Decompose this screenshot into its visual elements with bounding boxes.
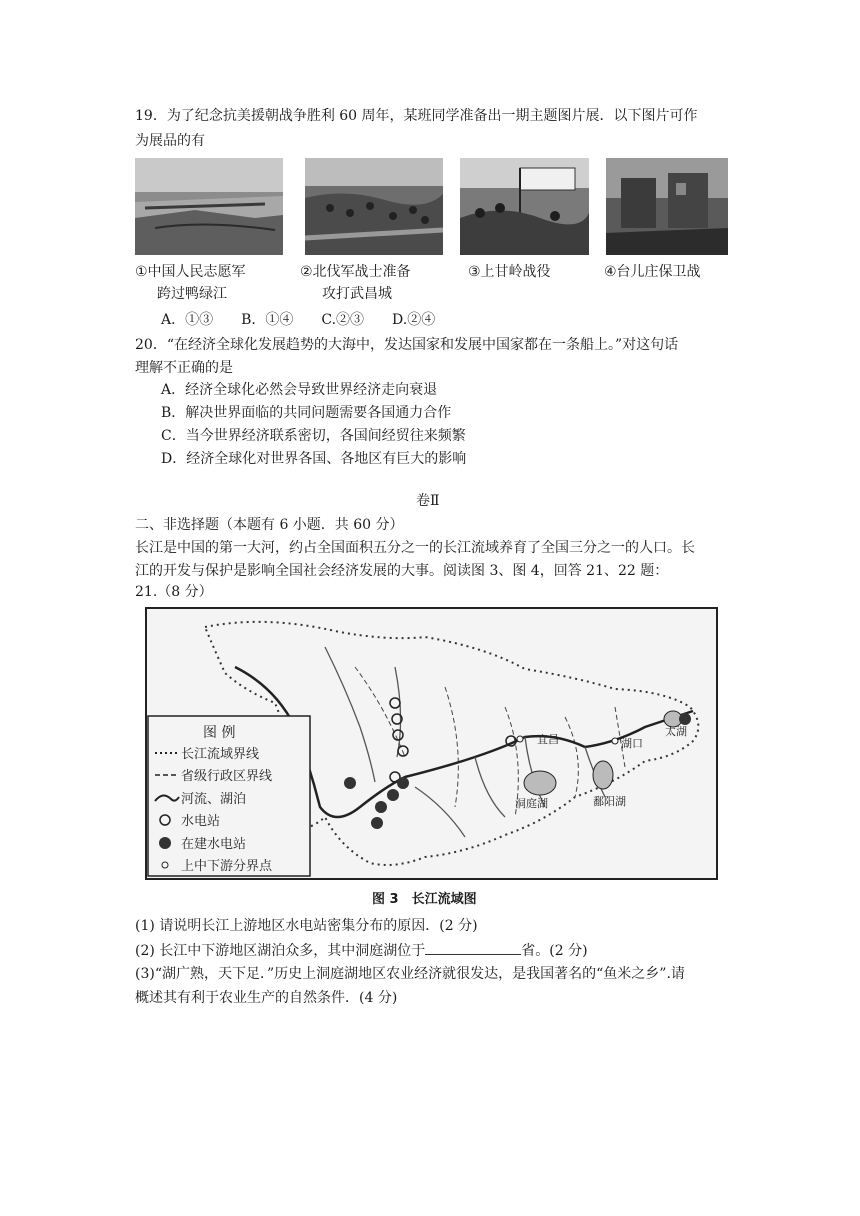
label-taihu: 太湖 (665, 725, 687, 738)
photo-battle-flag-image (460, 158, 589, 255)
q19-options: A．①③ B．①④ C.②③ D.②④ (161, 312, 436, 328)
map-caption: 图 3 长江流域图 (372, 892, 477, 907)
legend-hydropower: 水电站 (181, 814, 221, 829)
q20-option-a: A．经济全球化必然会导致世界经济走向衰退 (161, 382, 438, 398)
photo-shangganling-battle (460, 158, 589, 255)
photo2-caption-line2: 攻打武昌城 (322, 286, 392, 302)
yangtze-basin-map (145, 607, 718, 880)
poyang-lake (593, 761, 613, 789)
q21-sub2: (2) 长江中下游地区湖泊众多，其中洞庭湖位于 省。(2 分) (135, 940, 588, 961)
q21-sub1: (1) 请说明长江上游地区水电站密集分布的原因．(2 分) (135, 918, 478, 934)
q21-sub3-line1: (3)“湖广熟，天下足．”历史上洞庭湖地区农业经济就很发达，是我国著名的“鱼米之乡”.请 (135, 966, 685, 982)
answer-blank[interactable] (425, 940, 521, 955)
q19-stem-line1: 19．为了纪念抗美援朝战争胜利 60 周年，某班同学准备出一期主题图片展．以下图片可作 (135, 108, 698, 124)
legend-title: 图 例 (203, 725, 236, 741)
q21-header: 21.（8 分） (135, 584, 213, 600)
photo2-caption-line1: ②北伐军战士准备 (300, 264, 411, 280)
volume-title: 卷Ⅱ (416, 493, 440, 509)
q21-sub3-line2: 概述其有利于农业生产的自然条件．(4 分) (135, 990, 398, 1006)
q20-option-b: B．解决世界面临的共同问题需要各国通力合作 (161, 405, 452, 421)
intro-line2: 江的开发与保护是影响全国社会经济发展的大事。阅读图 3、图 4，回答 21、22 题： (135, 563, 669, 579)
photo-soldiers-image (305, 158, 443, 255)
label-hukou: 湖口 (621, 737, 643, 750)
legend-rivers-lakes: 河流、湖泊 (181, 792, 247, 807)
photo4-caption: ④台儿庄保卫战 (604, 264, 701, 280)
dongting-lake (524, 771, 556, 795)
q19-stem-line2: 为展品的有 (135, 133, 205, 149)
map-legend (148, 716, 310, 876)
map-graphic (145, 607, 718, 880)
q20-option-d: D．经济全球化对世界各国、各地区有巨大的影响 (161, 451, 467, 467)
legend-basin-boundary: 长江流域界线 (181, 747, 260, 762)
legend-provincial-boundary: 省级行政区界线 (181, 769, 273, 784)
photo-taierzhuang-defense (606, 158, 728, 255)
intro-line1: 长江是中国的第一大河，约占全国面积五分之一的长江流域养育了全国三分之一的人口。长 (135, 540, 695, 556)
legend-division-point: 上中下游分界点 (181, 859, 273, 874)
legend-under-construction: 在建水电站 (181, 837, 247, 852)
q20-option-c: C．当今世界经济联系密切，各国间经贸往来频繁 (161, 428, 466, 444)
photo-volunteers-crossing-yalu (135, 158, 283, 255)
photo-ruins-image (606, 158, 728, 255)
photo-northern-expedition-soldiers (305, 158, 443, 255)
photo-river-scene-image (135, 158, 283, 255)
section-title: 二、非选择题（本题有 6 小题．共 60 分） (135, 517, 404, 533)
label-dongting: 洞庭湖 (515, 797, 548, 810)
photo1-caption-line2: 跨过鸭绿江 (157, 286, 227, 302)
label-poyang: 鄱阳湖 (593, 795, 626, 808)
photo1-caption-line1: ①中国人民志愿军 (135, 264, 246, 280)
label-yichang: 宜昌 (537, 733, 559, 746)
q20-stem-line1: 20．“在经济全球化发展趋势的大海中，发达国家和发展中国家都在一条船上。”对这句话 (135, 337, 679, 353)
photo3-caption: ③上甘岭战役 (468, 264, 551, 280)
q20-stem-line2: 理解不正确的是 (135, 360, 233, 376)
